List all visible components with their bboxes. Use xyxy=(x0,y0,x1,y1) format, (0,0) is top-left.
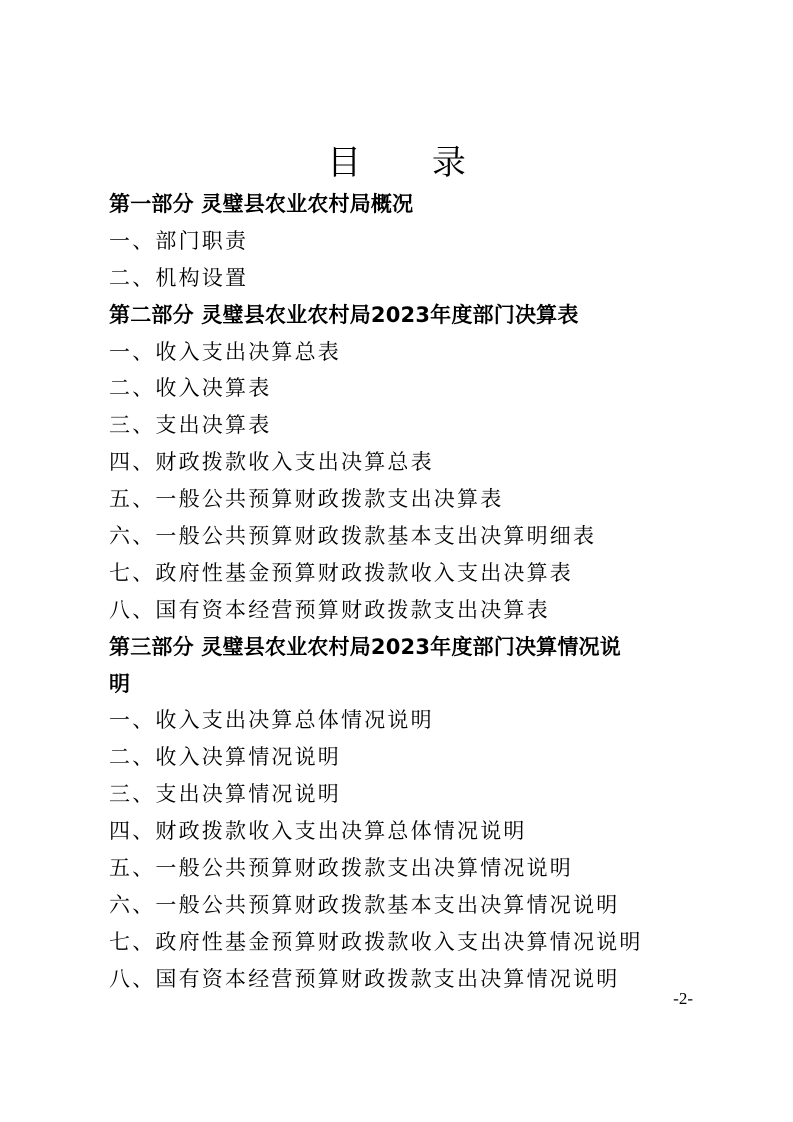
toc-part-heading: 第二部分 灵璧县农业农村局2023年度部门决算表 xyxy=(109,302,579,327)
page-number: -2- xyxy=(673,989,693,1008)
toc-item: 四、财政拨款收入支出决算总体情况说明 xyxy=(109,819,527,844)
toc-item: 五、一般公共预算财政拨款支出决算情况说明 xyxy=(109,856,573,881)
toc-item: 八、国有资本经营预算财政拨款支出决算表 xyxy=(109,597,550,622)
table-of-contents xyxy=(109,186,709,998)
toc-item: 三、支出决算情况说明 xyxy=(109,782,341,807)
toc-item: 六、一般公共预算财政拨款基本支出决算明细表 xyxy=(109,524,597,549)
toc-item: 一、收入支出决算总体情况说明 xyxy=(109,708,434,733)
toc-item: 二、机构设置 xyxy=(109,265,249,290)
toc-item: 三、支出决算表 xyxy=(109,413,272,438)
toc-item: 七、政府性基金预算财政拨款收入支出决算表 xyxy=(109,560,573,585)
toc-part-heading: 第三部分 灵璧县农业农村局2023年度部门决算情况说 xyxy=(109,634,621,659)
toc-item: 二、收入决算情况说明 xyxy=(109,745,341,770)
toc-item: 五、一般公共预算财政拨款支出决算表 xyxy=(109,487,504,512)
toc-item: 一、收入支出决算总表 xyxy=(109,339,341,364)
page-title: 目 录 xyxy=(327,143,496,183)
toc-item: 四、财政拨款收入支出决算总表 xyxy=(109,450,434,475)
toc-item: 一、部门职责 xyxy=(109,228,249,253)
toc-item: 六、一般公共预算财政拨款基本支出决算情况说明 xyxy=(109,892,620,917)
toc-part-heading: 第一部分 灵璧县农业农村局概况 xyxy=(109,192,414,216)
toc-item: 二、收入决算表 xyxy=(109,376,272,401)
toc-part-heading-continued: 明 xyxy=(109,671,131,696)
toc-item: 八、国有资本经营预算财政拨款支出决算情况说明 xyxy=(109,966,620,991)
toc-item: 七、政府性基金预算财政拨款收入支出决算情况说明 xyxy=(109,929,643,954)
